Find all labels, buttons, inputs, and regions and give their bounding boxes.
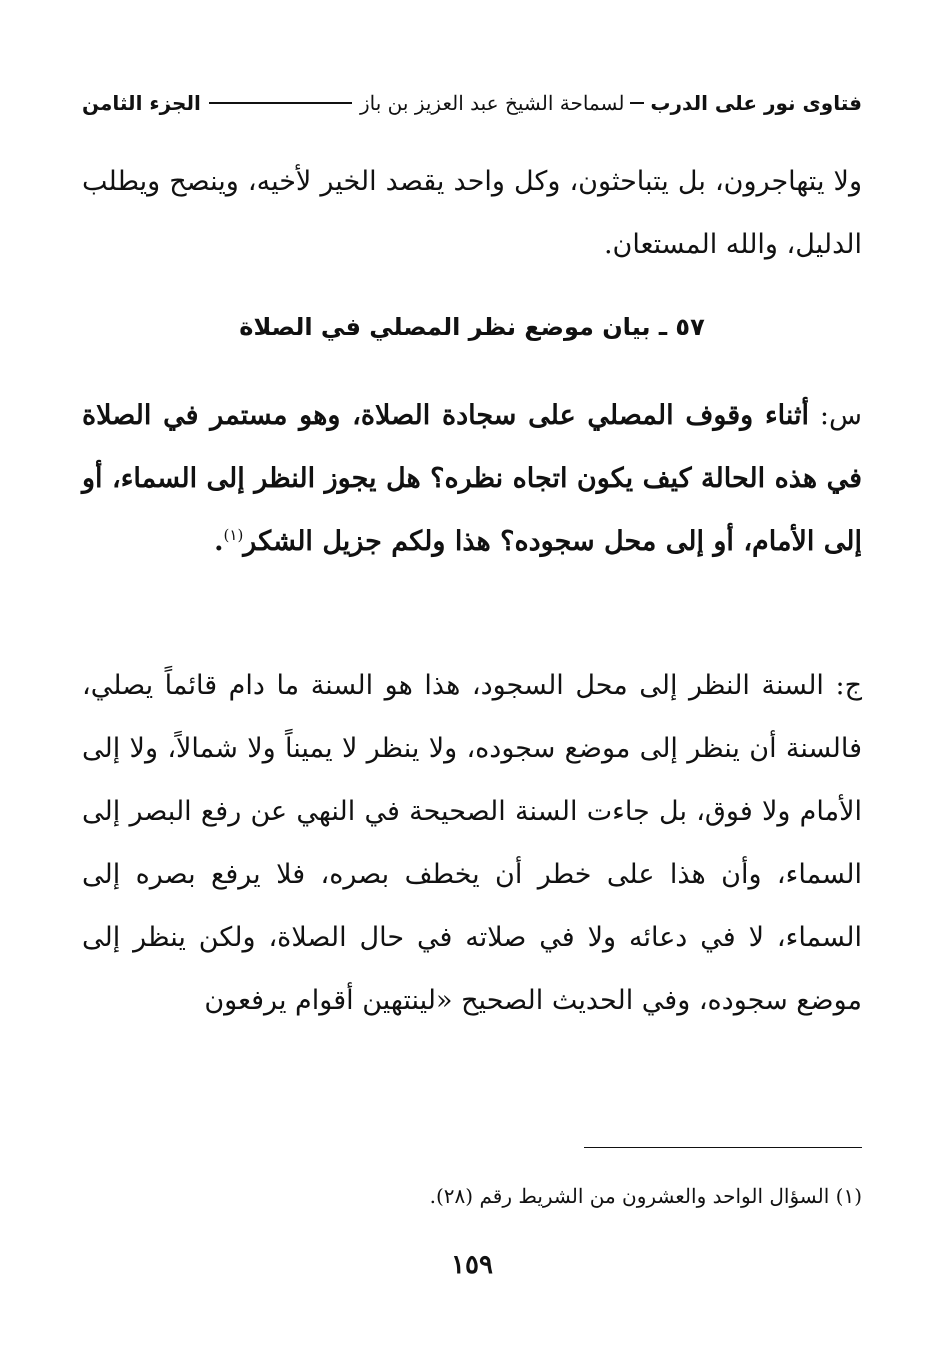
question-end: . <box>214 526 224 557</box>
page-number: ١٥٩ <box>451 1250 493 1280</box>
header-author: لسماحة الشيخ عبد العزيز بن باز <box>360 91 625 115</box>
header-rule <box>209 102 352 104</box>
question-paragraph <box>82 384 862 573</box>
question-prefix: س: <box>809 400 862 431</box>
running-header <box>82 86 862 120</box>
answer-text: السنة النظر إلى محل السجود، هذا هو السنة ما دام قائماً يصلي، فالسنة أن ينظر إلى موضع سجوده، ولا ينظر لا يميناً ولا شمالاً، ولا إلى الأمام ولا فوق، بل جاءت السنة الصحيحة في النهي عن رفع البصر إلى السماء، وأن هذا على خطر أن يخطف بصره، فلا يرفع بصره إلى السماء، لا في دعائه ولا في صلاته في حال الصلاة، ولكن ينظر إلى موضع سجوده، وفي الحديث الصحيح «لينتهين أقوام يرفعون <box>82 670 862 1016</box>
answer-paragraph <box>82 654 862 1032</box>
question-text: أثناء وقوف المصلي على سجادة الصلاة، وهو مستمر في الصلاة في هذه الحالة كيف يكون اتجاه نظره؟ هل يجوز النظر إلى السماء، أو إلى الأمام، أو إلى محل سجوده؟ هذا ولكم جزيل الشكر <box>82 400 862 557</box>
footnote-reference[interactable]: (١) <box>223 526 244 544</box>
header-dash <box>630 102 644 104</box>
continuation-paragraph: ولا يتهاجرون، بل يتباحثون، وكل واحد يقصد الخير لأخيه، وينصح ويطلب الدليل، والله المستعان. <box>82 166 862 260</box>
header-book-title: فتاوى نور على الدرب <box>650 91 862 115</box>
section-heading: ٥٧ ـ بيان موضع نظر المصلي في الصلاة <box>239 313 705 341</box>
footnote: (١) السؤال الواحد والعشرون من الشريط رقم (٢٨). <box>429 1184 862 1208</box>
header-part: الجزء الثامن <box>82 91 201 115</box>
footnote-divider <box>584 1147 862 1148</box>
answer-prefix: ج: <box>823 670 862 701</box>
